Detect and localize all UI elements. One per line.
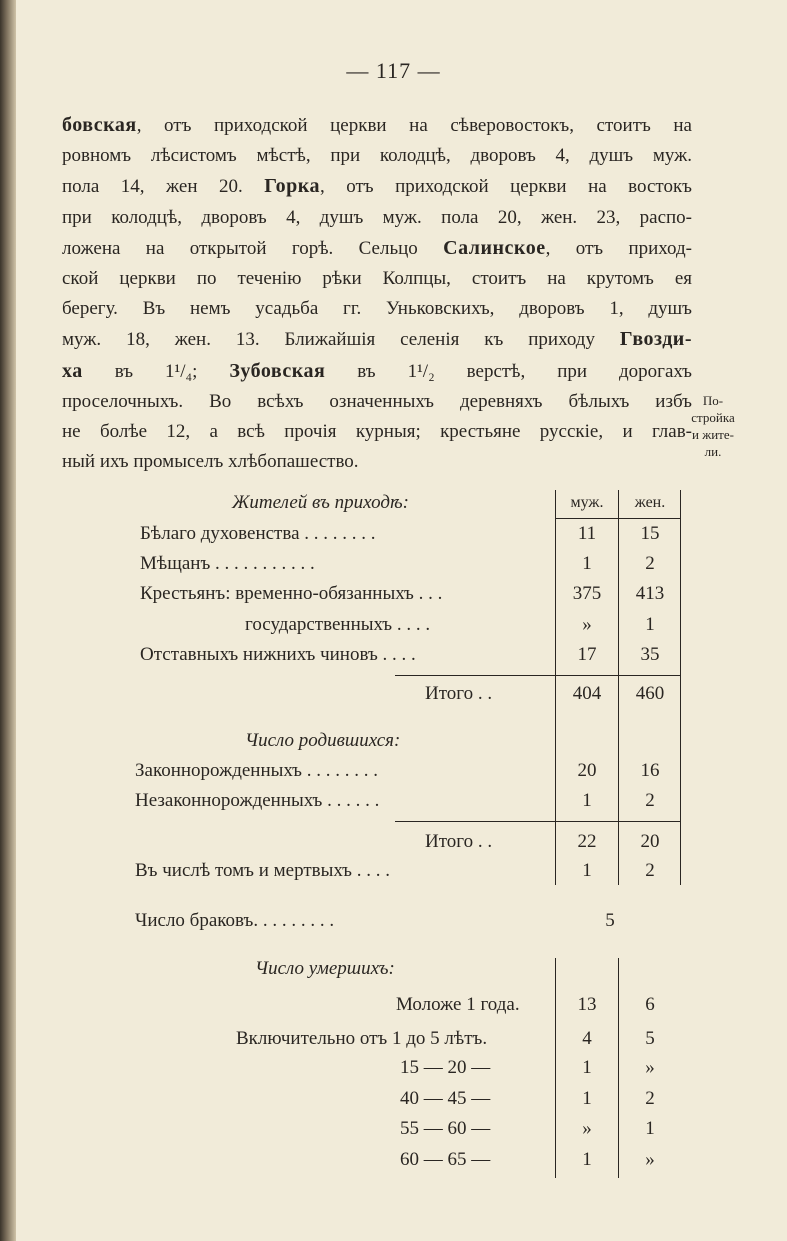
birth-male: 1: [582, 790, 592, 811]
text-segment: берегу. Въ немъ усадьба гг. Уньковскихъ, дворовъ 1, душъ: [62, 298, 692, 320]
resident-female: 1: [645, 614, 655, 635]
death-male: 1: [582, 1057, 592, 1078]
resident-male: »: [582, 614, 592, 635]
column-rule: [618, 490, 619, 885]
resident-male: 11: [577, 523, 597, 544]
resident-female: 413: [635, 583, 665, 604]
resident-label: Бѣлаго духовенства . . . . . . . .: [140, 523, 376, 544]
text-line: [62, 171, 692, 202]
death-label: Моложе 1 года.: [396, 994, 520, 1015]
text-line: [62, 264, 692, 294]
text-line: [62, 141, 692, 171]
text-segment: ложена на открытой горѣ. Сельцо: [62, 237, 444, 259]
death-female: »: [645, 1149, 655, 1170]
text-line: [62, 417, 692, 447]
text-segment: муж. 18, жен. 13. Ближайшія селенія къ приходу: [62, 329, 620, 351]
text-line: [62, 294, 692, 324]
body-paragraph: [62, 110, 692, 477]
total-rule: [395, 821, 680, 822]
birth-female: 16: [640, 760, 660, 781]
text-segment: , отъ приходской церкви на сѣверовостокъ, стоитъ на: [136, 115, 692, 136]
death-female: 2: [645, 1088, 655, 1109]
col-male-header: муж.: [570, 494, 604, 511]
place-name: Зубовская: [229, 359, 326, 382]
birth-female: 2: [645, 790, 655, 811]
place-name: ха: [62, 359, 83, 382]
death-label: Включительно отъ 1 до 5 лѣтъ.: [236, 1028, 488, 1049]
death-label: 60 — 65 —: [400, 1149, 491, 1170]
stillborn-label: Въ числѣ томъ и мертвыхъ . . . .: [135, 860, 391, 881]
column-rule: [618, 958, 619, 1178]
text-line: [62, 447, 692, 477]
residents-total-label: Итого . .: [425, 683, 493, 704]
margin-note-line: стройка: [691, 410, 735, 425]
column-rule: [555, 958, 556, 1178]
death-male: »: [582, 1118, 592, 1139]
births-total-male: 22: [577, 831, 597, 852]
total-rule: [395, 675, 680, 676]
place-name: Салинское: [443, 236, 546, 259]
death-male: 13: [577, 994, 597, 1015]
resident-label: государственныхъ . . . .: [245, 614, 431, 635]
margin-note-line: По-: [702, 393, 724, 408]
resident-label: Мѣщанъ . . . . . . . . . . .: [140, 553, 315, 574]
death-label: 40 — 45 —: [400, 1088, 491, 1109]
death-male: 1: [582, 1149, 592, 1170]
death-male: 4: [582, 1028, 592, 1049]
birth-label: Законнорожденныхъ . . . . . . . .: [135, 760, 379, 781]
death-female: 6: [645, 994, 655, 1015]
marriages-label: Число браковъ. . . . . . . . .: [135, 910, 335, 931]
text-line: [62, 356, 692, 387]
birth-male: 20: [577, 760, 597, 781]
resident-female: 35: [640, 644, 660, 665]
book-binding-shadow: [0, 0, 16, 1241]
margin-note-line: и жите-: [692, 427, 734, 442]
text-segment: ровномъ лѣсистомъ мѣстѣ, при колодцѣ, дворовъ 4, душъ муж.: [62, 145, 692, 167]
deaths-title: Число умершихъ:: [255, 958, 395, 979]
column-rule: [555, 490, 556, 885]
births-title: Число родившихся:: [245, 730, 401, 751]
text-segment: проселочныхъ. Во всѣхъ означенныхъ деревняхъ бѣлыхъ избъ: [62, 390, 692, 412]
residents-title: Жителей въ приходѣ:: [232, 492, 409, 513]
text-line: [62, 110, 692, 141]
death-female: 1: [645, 1118, 655, 1139]
margin-note: [683, 392, 743, 460]
stillborn-female: 2: [645, 860, 655, 881]
col-female-header: жен.: [634, 494, 666, 511]
resident-label: Отставныхъ нижнихъ чиновъ . . . .: [140, 644, 416, 665]
column-rule: [680, 490, 681, 885]
death-female: »: [645, 1057, 655, 1078]
place-name: Гвозди-: [619, 328, 692, 351]
death-female: 5: [645, 1028, 655, 1049]
text-segment: не болѣе 12, а всѣ прочія курныя; крестьяне русскіе, и глав-: [62, 421, 692, 443]
page-number: — 117 —: [346, 58, 441, 83]
text-segment: пола 14, жен 20.: [62, 176, 265, 198]
resident-female: 2: [645, 553, 655, 574]
text-segment: при колодцѣ, дворовъ 4, душъ муж. пола 20, жен. 23, распо-: [62, 206, 692, 228]
header-rule: [555, 518, 680, 519]
text-line: [62, 324, 692, 355]
text-segment: , отъ приходской церкви на востокъ: [320, 176, 692, 198]
residents-total-female: 460: [635, 683, 665, 704]
resident-male: 17: [577, 644, 597, 665]
text-line: [62, 233, 692, 264]
birth-label: Незаконнорожденныхъ . . . . . .: [135, 790, 380, 811]
stillborn-male: 1: [582, 860, 592, 881]
death-label: 15 — 20 —: [400, 1057, 491, 1078]
margin-note-line: ли.: [704, 444, 722, 459]
resident-male: 375: [572, 583, 602, 604]
text-segment: ской церкви по теченію рѣки Колпцы, стоитъ на крутомъ ея: [62, 268, 692, 290]
births-total-female: 20: [640, 831, 660, 852]
text-line: [62, 203, 692, 233]
place-name: Горка: [264, 175, 320, 198]
marriages-value: 5: [605, 910, 615, 931]
text-segment: въ 1¹/₄;: [82, 360, 230, 382]
death-male: 1: [582, 1088, 592, 1109]
births-total-label: Итого . .: [425, 831, 493, 852]
text-segment: , отъ приход-: [545, 237, 692, 259]
text-segment: ный ихъ промыселъ хлѣбопашество.: [62, 451, 359, 473]
text-segment: въ 1¹/₂ верстѣ, при дорогахъ: [325, 360, 692, 382]
resident-female: 15: [640, 523, 660, 544]
place-name: бовская: [62, 114, 137, 136]
text-line: [62, 387, 692, 417]
resident-male: 1: [582, 553, 592, 574]
residents-total-male: 404: [572, 683, 602, 704]
resident-label: Крестьянъ: временно-обязанныхъ . . .: [140, 583, 443, 604]
death-label: 55 — 60 —: [400, 1118, 491, 1139]
